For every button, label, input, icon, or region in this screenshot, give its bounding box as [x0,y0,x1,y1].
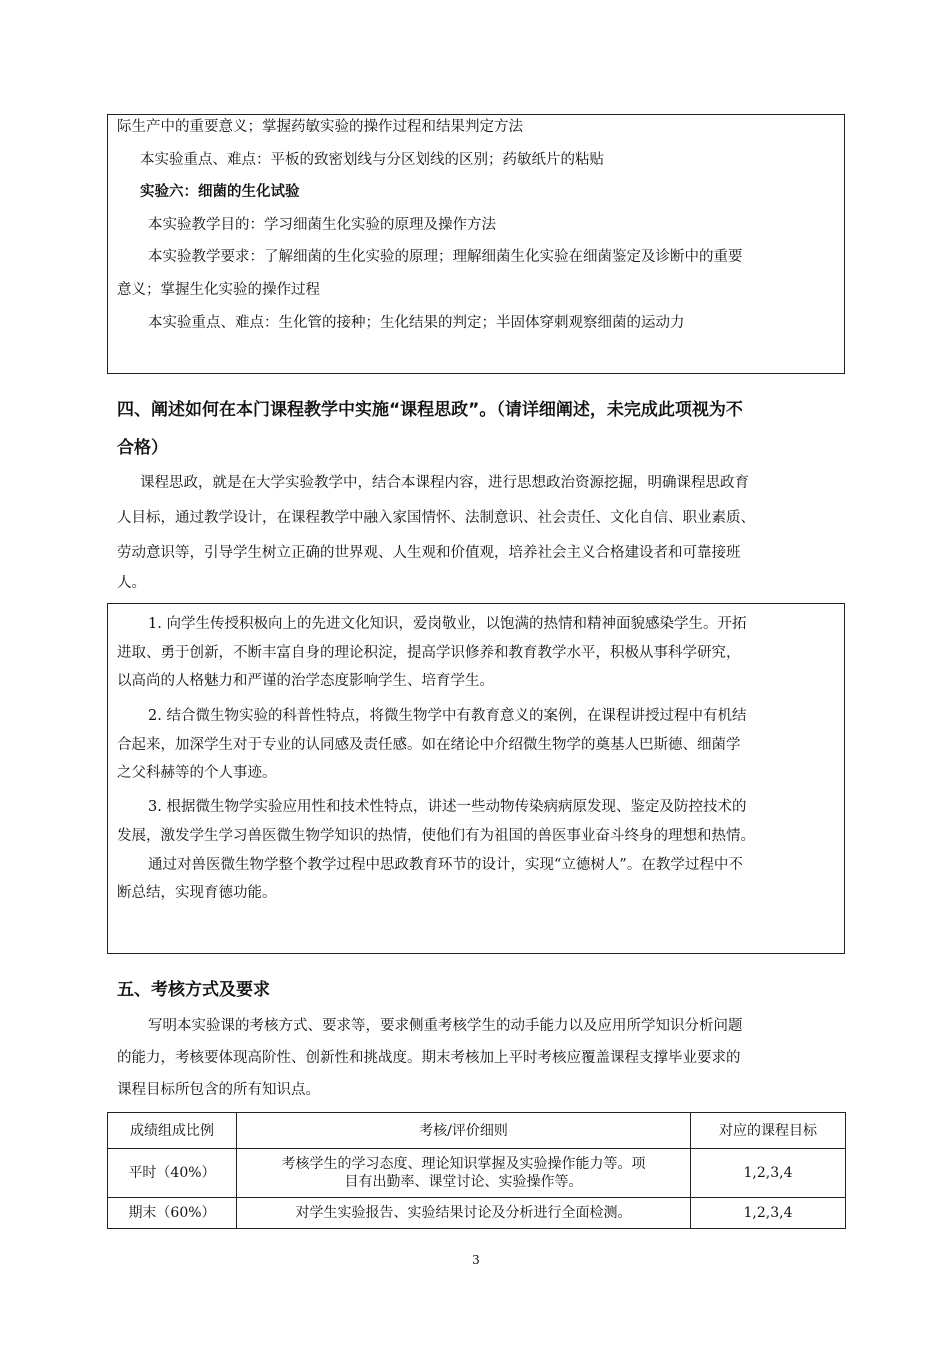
box-line: 2. 结合微生物实验的科普性特点，将微生物学中有教育意义的案例，在课程讲授过程中有机结 [148,708,747,724]
paragraph-line: 课程思政，就是在大学实验教学中，结合本课程内容，进行思想政治资源挖掘，明确课程思政育 [140,475,749,491]
table-cell-ratio: 平时（40%） [108,1149,237,1198]
paragraph-line: 的能力，考核要体现高阶性、创新性和挑战度。期末考核加上平时考核应覆盖课程支撑毕业要求的 [117,1050,741,1066]
table-cell-goals: 1,2,3,4 [691,1149,846,1198]
text-line: 本实验教学要求：了解细菌的生化实验的原理；理解细菌生化实验在细菌鉴定及诊断中的重要 [148,249,743,265]
box-line: 1. 向学生传授积极向上的先进文化知识，爱岗敬业，以饱满的热情和精神面貌感染学生。开拓 [148,616,747,632]
section-heading: 五、考核方式及要求 [117,980,270,1000]
page-number: 3 [472,1253,480,1267]
detail-line: 考核学生的学习态度、理论知识掌握及实验操作能力等。项 [281,1156,646,1172]
box-line: 之父科赫等的个人事迹。 [117,765,277,781]
table-cell-ratio: 期末（60%） [108,1198,237,1229]
paragraph-line: 人。 [117,575,146,591]
table-header: 对应的课程目标 [691,1113,846,1149]
box-line: 3. 根据微生物学实验应用性和技术性特点，讲述一些动物传染病病原发现、鉴定及防控技术的 [148,799,747,815]
box-line: 断总结，实现育德功能。 [117,885,277,901]
text-line: 意义；掌握生化实验的操作过程 [117,282,320,298]
paragraph-line: 劳动意识等，引导学生树立正确的世界观、人生观和价值观，培养社会主义合格建设者和可靠接班 [117,545,741,561]
detail-line: 目有出勤率、课堂讨论、实验操作等。 [344,1174,583,1190]
box-line: 以高尚的人格魅力和严谨的治学态度影响学生、培育学生。 [117,673,494,689]
table-header-row [108,1113,846,1149]
paragraph-line: 课程目标所包含的所有知识点。 [117,1082,320,1098]
table-cell-detail: 对学生实验报告、实验结果讨论及分析进行全面检测。 [237,1198,691,1229]
box-line: 进取、勇于创新，不断丰富自身的理论积淀，提高学识修养和教育教学水平，积极从事科学研究， [117,645,741,661]
table-header: 成绩组成比例 [108,1113,237,1149]
table-header: 考核/评价细则 [237,1113,691,1149]
paragraph-line: 写明本实验课的考核方式、要求等，要求侧重考核学生的动手能力以及应用所学知识分析问题 [148,1018,743,1034]
text-line: 本实验重点、难点：平板的致密划线与分区划线的区别；药敏纸片的粘贴 [140,152,604,168]
box-line: 合起来，加深学生对于专业的认同感及责任感。如在绪论中介绍微生物学的奠基人巴斯德、细菌学 [117,737,741,753]
text-line: 本实验教学目的：学习细菌生化实验的原理及操作方法 [148,217,496,233]
table-row [108,1149,846,1198]
experiment-title: 实验六：细菌的生化试验 [140,184,300,200]
table-cell-detail [237,1149,691,1198]
box-line: 发展，激发学生学习兽医微生物学知识的热情，使他们有为祖国的兽医事业奋斗终身的理想和热情。 [117,828,755,844]
text-line: 际生产中的重要意义；掌握药敏实验的操作过程和结果判定方法 [117,119,523,135]
paragraph-line: 人目标，通过教学设计，在课程教学中融入家国情怀、法制意识、社会责任、文化自信、职业素质、 [117,510,755,526]
box-line: 通过对兽医微生物学整个教学过程中思政教育环节的设计，实现“立德树人”。在教学过程中不 [148,857,743,873]
section-heading-cont: 合格） [117,438,168,458]
table-row [108,1198,846,1229]
section-heading: 四、阐述如何在本门课程教学中实施“课程思政”。（请详细阐述，未完成此项视为不 [117,400,743,420]
text-line: 本实验重点、难点：生化管的接种；生化结果的判定；半固体穿刺观察细菌的运动力 [148,315,685,331]
table-cell-goals: 1,2,3,4 [691,1198,846,1229]
assessment-table [107,1112,846,1229]
